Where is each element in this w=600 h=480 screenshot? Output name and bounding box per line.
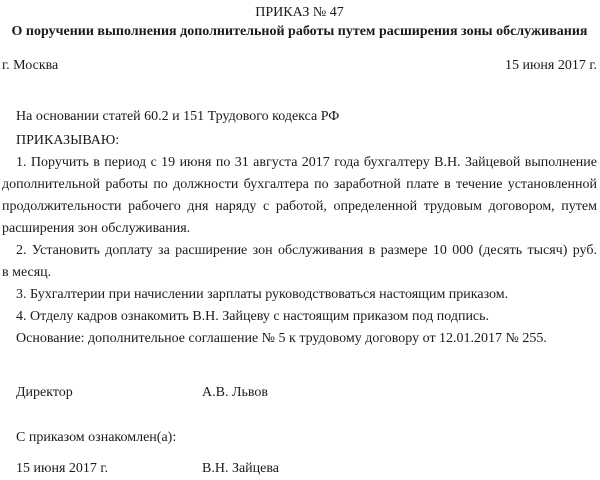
order-item-1-line-1: 1. Поручить в период с 19 июня по 31 августа 2017 года бухгалтеру В.Н. Зайцевой выполнение bbox=[16, 155, 597, 170]
order-word: ПРИКАЗЫВАЮ: bbox=[16, 133, 120, 148]
signature-name: А.В. Львов bbox=[202, 385, 268, 400]
document-place: г. Москва bbox=[2, 58, 59, 73]
legal-basis-intro: На основании статей 60.2 и 151 Трудового кодекса РФ bbox=[16, 109, 340, 124]
acknowledgement-date: 15 июня 2017 г. bbox=[16, 461, 109, 476]
acknowledgement-row bbox=[2, 458, 597, 480]
order-item-2-line-1: 2. Установить доплату за расширение зон обслуживания в размере 10 000 (десять тысяч) руб. bbox=[16, 243, 597, 258]
order-item-1-line-3: продолжительности рабочего дня наряду с работой, определенной трудовым договором, путем bbox=[2, 199, 597, 214]
acknowledgement-label: С приказом ознакомлен(а): bbox=[16, 430, 177, 445]
order-item-1-line-2: дополнительной работы по должности бухгалтера по заработной плате в течение установленной bbox=[2, 177, 597, 192]
order-item-3: 3. Бухгалтерии при начислении зарплаты руководствоваться настоящим приказом. bbox=[16, 287, 509, 302]
order-item-2-line-2: в месяц. bbox=[2, 265, 52, 280]
signature-row bbox=[2, 382, 597, 404]
order-item-1 bbox=[2, 152, 597, 240]
acknowledgement-name: В.Н. Зайцева bbox=[202, 461, 280, 476]
order-item-2 bbox=[2, 240, 597, 284]
document-subject: О поручении выполнения дополнительной работы путем расширения зоны обслуживания bbox=[11, 24, 588, 39]
order-item-1-line-4: расширения зон обслуживания. bbox=[2, 221, 191, 236]
document-title: ПРИКАЗ № 47 bbox=[255, 5, 344, 20]
signature-title: Директор bbox=[16, 385, 73, 400]
place-date-row bbox=[2, 55, 597, 77]
document-date: 15 июня 2017 г. bbox=[504, 58, 597, 73]
order-item-4: 4. Отделу кадров ознакомить В.Н. Зайцеву с настоящим приказом под подпись. bbox=[16, 309, 490, 324]
basis-line: Основание: дополнительное соглашение № 5 к трудовому договору от 12.01.2017 № 255. bbox=[16, 331, 547, 346]
